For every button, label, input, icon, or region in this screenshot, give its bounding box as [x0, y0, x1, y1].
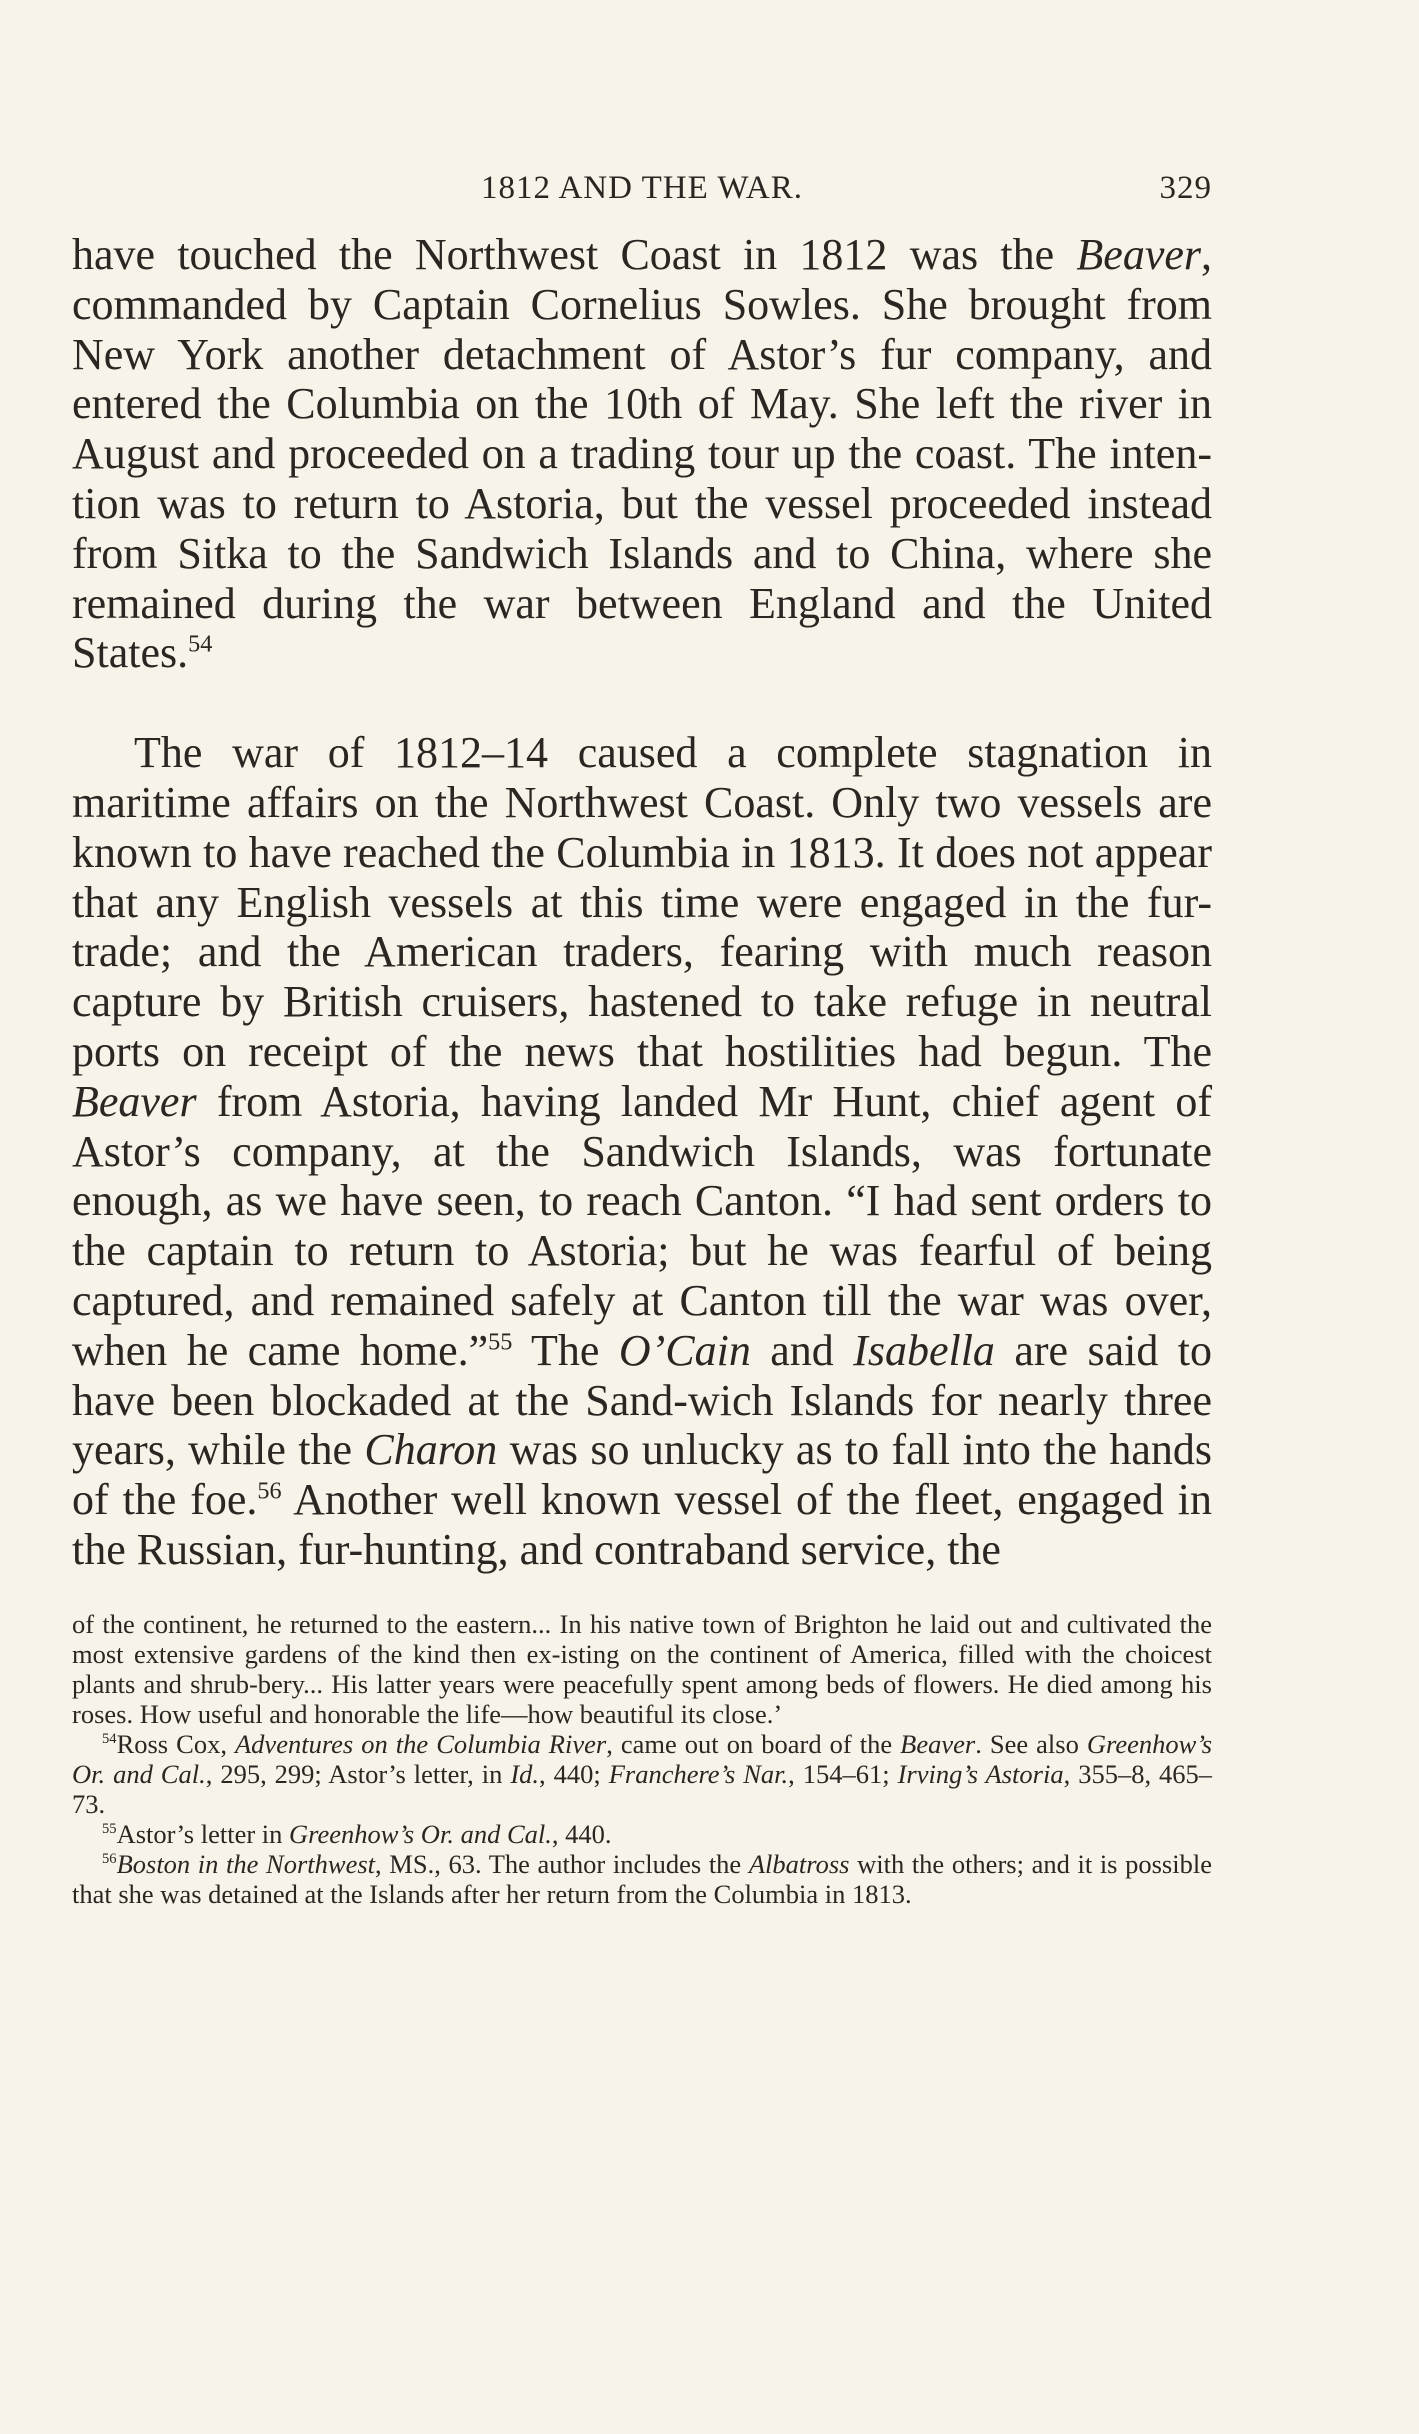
page-number: 329: [1159, 170, 1212, 206]
footnote-55: $^{55}$Astor’s letter in Greenhow’s Or. and Cal., 440.: [102, 1818, 612, 1849]
footnote-ref: 54: [188, 630, 213, 658]
main-text: [72, 230, 1212, 1575]
footnote-continuation: of the continent, he returned to the eastern... In his native town of Brighton he laid out and cultivated the most extensive gardens of the kind then ex-isting on the continent of America, filled with the choicest plants and shrub-bery... His latter years were peacefully spent among beds of flowers. He died among his roses. How useful and honorable the life—how beautiful its close.’: [72, 1608, 1212, 1729]
footnote-ref: 55: [488, 1328, 513, 1356]
paragraph-1: have touched the Northwest Coast in 1812 was the Beaver, commanded by Captain Cornelius Sowles. She brought from New York another detachment of Astor’s fur company, and entered the Columbia on the 10th of May. She left the river in August and proceeded on a trading tour up the coast. The inten-tion was to return to Astoria, but the vessel proceeded instead from Sitka to the Sandwich Islands and to China, where she remained during the war between England and the United States.$^{54}$: [72, 230, 1212, 678]
ship-name: O’Cain: [618, 1325, 751, 1375]
footnotes: [72, 1609, 1212, 1909]
footnote-54: $^{54}$Ross Cox, Adventures on the Columbia River, came out on board of the Beaver. See also Greenhow’s Or. and Cal., 295, 299; Astor’s letter, in Id., 440; Franchere’s Nar., 154–61; Irving’s Astoria, 355–8, 465–73.: [72, 1728, 1213, 1819]
running-head: [72, 170, 1212, 220]
book-page: [72, 170, 1212, 1909]
paragraph-2: The war of 1812–14 caused a complete stagnation in maritime affairs on the Northwest Coast. Only two vessels are known to have reached the Columbia in 1813. It does not appear that any English vessels at this time were engaged in the fur-trade; and the American traders, fearing with much reason capture by British cruisers, hastened to take refuge in neutral ports on receipt of the news that hostilities had begun. The Beaver from Astoria, having landed Mr Hunt, chief agent of Astor’s company, at the Sandwich Islands, was fortunate enough, as we have seen, to reach Canton. “I had sent orders to the captain to return to Astoria; but he was fearful of being captured, and remained safely at Canton till the war was over, when he came home.”$^{55}$ The O’Cain and Isabella are said to have been blockaded at the Sand-wich Islands for nearly three years, while the Charon was so unlucky as to fall into the hands of the foe.$^{56}$ Another well known vessel of the fleet, engaged in the Russian, fur-hunting, and contraband service, the: [72, 728, 1213, 1574]
footnote-56: $^{56}$Boston in the Northwest, MS., 63. The author includes the Albatross with the others; and it is possible that she was detained at the Islands after her return from the Columbia in 1813.: [72, 1848, 1212, 1909]
ship-name: Beaver: [72, 1076, 197, 1126]
running-title: 1812 AND THE WAR.: [481, 170, 803, 206]
ship-name: Isabella: [853, 1325, 995, 1375]
ship-name: Beaver: [1076, 230, 1201, 279]
ship-name: Charon: [364, 1425, 498, 1475]
footnote-ref: 56: [257, 1477, 282, 1505]
